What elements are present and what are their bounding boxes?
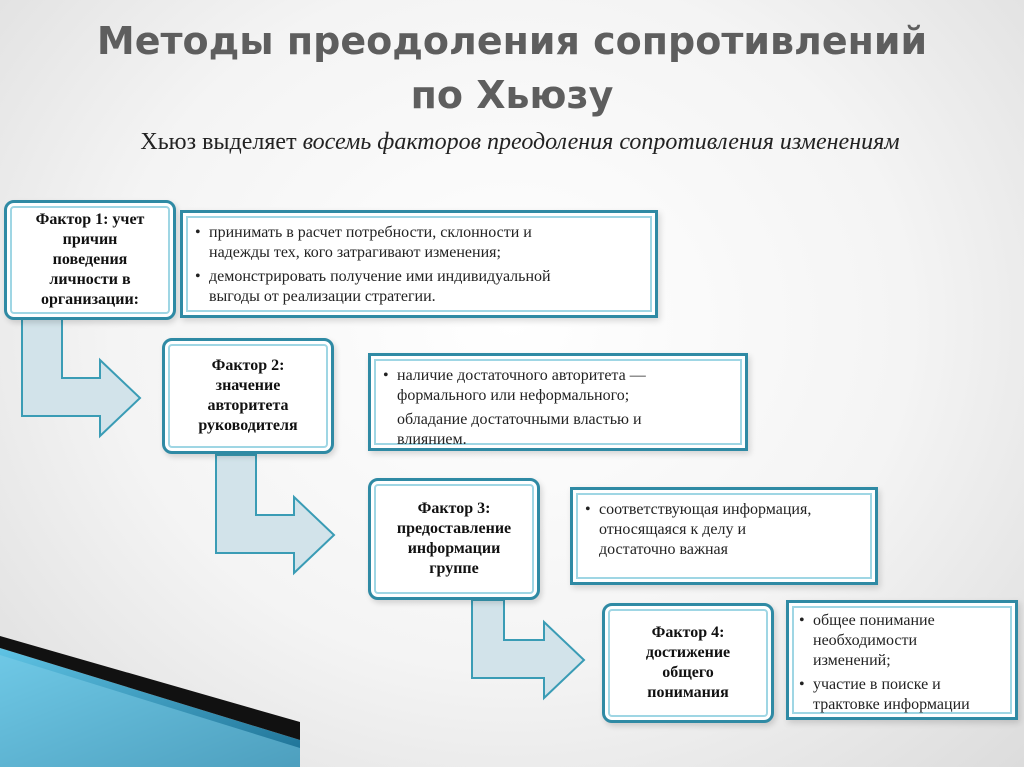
factor-3-description (570, 487, 878, 585)
factor-2-point-2: обладание достаточными властью и влиянием. (397, 411, 642, 448)
factor-3-box (368, 478, 540, 600)
title-line-2: по Хьюзу (410, 73, 614, 117)
factor-1-point-2: • демонстрировать получение ими индивидуальной выгоды от реализации стратегии. (195, 267, 643, 307)
title-line-1: Методы преодоления сопротивлений (96, 19, 928, 63)
factor-1-box (4, 200, 176, 320)
factor-4-description (786, 600, 1018, 720)
factor-1-description (180, 210, 658, 318)
factor-4-box (602, 603, 774, 723)
factor-1-label: Фактор 1: учет причин поведения личности в организации: (35, 211, 145, 308)
factor-4-label: Фактор 4: достижение общего понимания (645, 624, 731, 701)
factor-4-point-1: • общее понимание необходимости изменений; (799, 611, 1007, 671)
factor-2-box (162, 338, 334, 454)
factor-4-point-2: • участие в поиске и трактовке информации (799, 675, 1007, 715)
factor-2-point-1: • наличие достаточного авторитета — формального или неформального; (383, 366, 733, 406)
factor-2-description (368, 353, 748, 451)
subtitle-italic: восемь факторов преодоления сопротивления изменениям (302, 129, 900, 155)
factor-2-label: Фактор 2: значение авторитета руководителя (198, 357, 298, 434)
factor-3-label: Фактор 3: предоставление информации группе (396, 500, 512, 577)
factor-1-point-1: • принимать в расчет потребности, склонности и надежды тех, кого затрагивают изменения; (195, 223, 643, 263)
factor-3-point-1: • соответствующая информация, относящаяся к делу и достаточно важная (585, 500, 863, 560)
subtitle-normal: Хьюз выделяет (140, 129, 303, 155)
